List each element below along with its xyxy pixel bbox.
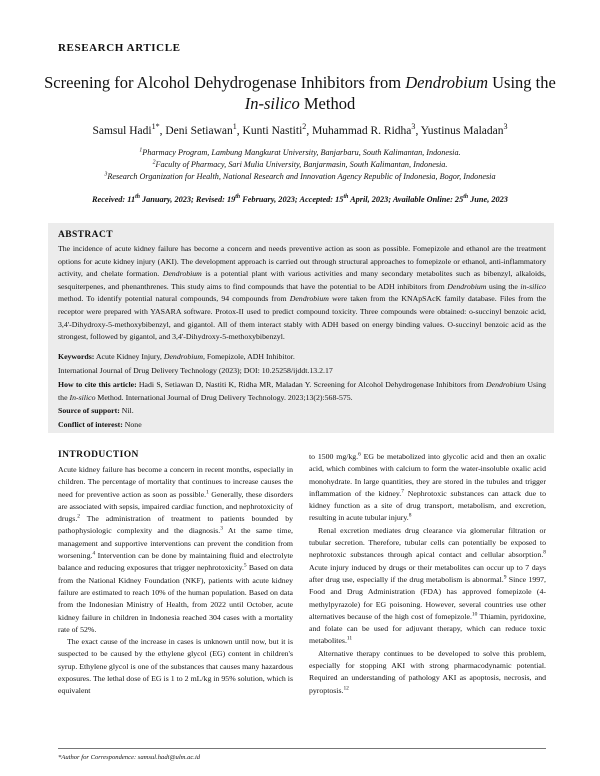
author: Deni Setiawan$^1$ [165,122,237,137]
paragraph: Acute kidney failure has become a concern in recent months, especially in children. The percentage of mortality that continues to increase causes the need for preventive action as soon as possible.$^1$ Generally, these disorders are associated with sepsis, impaired cardiac function, and nephrotoxicity of drugs.$^2$ The administration of treatment to patients bounded by pathophysiologic complexity and the diagnosis.$^3$ At the same time, management and supportive interventions can prevent the condition from worsening.$^4$ Intervention can be done by maintaining fluid and electrolyte balance and reducing exposures that trigger nephrotoxicity.$^5$ Based on data from the National Kidney Foundation (NKF), patients with acute kidney failure are estimated to reach 10% of the human population. Based on data from the Indonesian Ministry of Health, from 2022 until October, acute kidney failure in children in Indonesia reached 304 cases with a mortality rate of 52%. [58,465,293,634]
author: Yustinus Maladan$^3$ [420,122,508,137]
journal-doi-line: International Journal of Drug Delivery Technology (2023); DOI: 10.25258/ijddt.13.2.17 [58,366,333,375]
citation: How to cite this article: Hadi S, Setiawan D, Nastiti K, Ridha MR, Maladan Y. Screening for Alcohol Dehydrogenase Inhibitors from Dendrobium Using the In-silico Method. International Journal of Drug Delivery Technology. 2023;13(2):568-575. [58,380,546,402]
paragraph: Alternative therapy continues to be developed to solve this problem, especially for stopping AKI with strong pharmacodynamic potential. Required an understanding of pathology AKI as apoptosis, necrosis, and pyroptosis.$^{12}$ [309,648,546,695]
paragraph: Renal excretion mediates drug clearance via glomerular filtration or tubular secretion. Therefore, tubular cells can potentially be exposed to nephrotoxic substances through apical contact and cellular absorption.$^8$ Acute injury induced by drugs or their metabolites can occur up to 7 days after drug use, especially if the drug metabolism is abnormal.$^9$ Since 1997, Food and Drug Administration (FDA) has approved fomepizole (4-methylpyrazole) for EG poisoning. However, several countries use other alternatives because of the high cost of fomepizole.$^{10}$ Thiamin, pyridoxine, and folate can be used for adjuvant therapy, which can reduce toxic metabolites.$^{11}$ [309,525,547,646]
article-title: Screening for Alcohol Dehydrogenase Inhibitors from Dendrobium Using the In-silico Method [44,73,556,113]
author-list: Samsul Hadi$^{1*}$, Deni Setiawan$^1$, Kunti Nastiti$^2$, Muhammad R. Ridha$^3$, Yustinus Maladan$^3$ [92,122,508,137]
article-type-label: RESEARCH ARTICLE [58,42,181,54]
affiliation: $^2$Faculty of Pharmacy, Sari Mulia University, Banjarmasin, South Kalimantan, Indonesia. [152,159,448,169]
affiliation: $^1$Pharmacy Program, Lambung Mangkurat University, Banjarbaru, South Kalimantan, Indonesia. [139,147,461,157]
affiliation: $^3$Research Organization for Health, National Research and Innovation Agency Republic of Indonesia, Bogor, Indonesia [104,171,496,181]
affiliations [40,147,560,183]
paragraph: to 1500 mg/kg.$^6$ EG be metabolized into glycolic acid and then an oxalic acid, which combines with calcium to form the water-insoluble oxalic acid monohydrate. In large quantities, they are stored in the tubules and trigger inflammation of the kidney.$^7$ Nephrotoxic substances can attack due to kidney function as a site of drug transport, metabolism, and excretion, resulting in acute tubular injury.$^8$ [309,451,546,523]
source-of-support: Source of support: Nil. [58,406,134,415]
right-column [309,451,546,697]
abstract-text: The incidence of acute kidney failure has become a concern and needs preventive action as soon as possible. Fomepizole and ethanol are the treatment options for acute kidney injury (AKI). The development approach is carried out through structural approaches to fomepizole or ethanol, anti-inflammatory activity, and chelate formation. Dendrobium is a potential plant with various activities and many secondary metabolites such as bibenzyl, alkaloids, sesquiterpenes, and phenanthrenes. This study aims to find compounds that have the potential to be ADH inhibitors from Dendrobium using the in-silico method. To identify potential natural compounds, 94 compounds from Dendrobium were taken from the KNApSAcK family database. Files from the receptor were prepared with YASARA software. Protox-II used to predict compound toxicity. Three compounds were obtained: o-succinyl benzoic acid, 3,4'-Dihydroxy-5-methoxybibenzyl, and gigantol. All of them interact stably with ADH based on energy binding values. O-succinyl benzoic acid as the strongest, followed by gigantol, and 3,4'-Dihydroxy-5-methoxybibenzyl. [58,244,546,342]
author: Kunti Nastiti$^2$ [242,122,307,137]
abstract-heading: ABSTRACT [58,230,113,240]
paragraph: The exact cause of the increase in cases is unknown until now, but it is suspected to be caused by the ethylene glycol (EG) content in children's syrup. Ethylene glycol is one of the substances that causes many hazardous exposures. The lethal dose of EG is 1 to 2 mL/kg in 95% solution, which is equivalent [58,637,293,696]
correspondence-footnote: *Author for Correspondence: samsul.hadi@ulm.ac.id [58,754,201,761]
author: Muhammad R. Ridha$^3$ [312,122,416,137]
author: Samsul Hadi$^{1*}$ [92,122,160,137]
conflict-of-interest: Conflict of interest: None [58,420,142,429]
left-column [58,464,293,698]
publication-dates: Received: 11th January, 2023; Revised: 19th February, 2023; Accepted: 15th April, 2023; Available Online: 25th June, 2023 [92,194,508,204]
keywords: Keywords: Acute Kidney Injury, Dendrobium, Fomepizole, ADH Inhibitor. [58,352,295,361]
introduction-heading: INTRODUCTION [58,450,139,460]
footnote-divider [58,748,546,749]
